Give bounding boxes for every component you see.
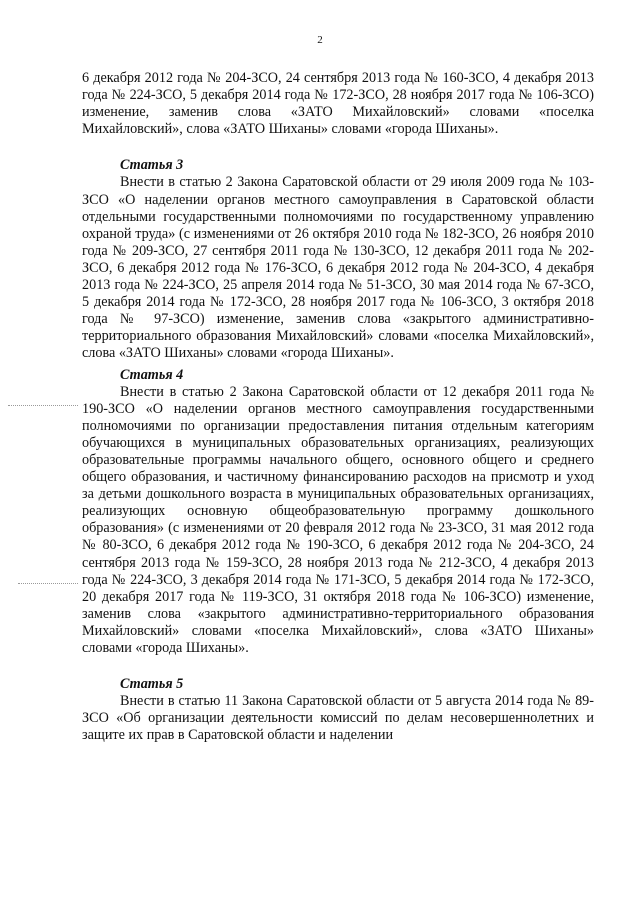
page-number: 2 — [317, 34, 323, 46]
scan-artifact-mark — [8, 405, 78, 406]
article-3 — [82, 157, 594, 362]
document-body — [82, 70, 594, 744]
scan-artifact-mark — [18, 583, 78, 584]
article-5 — [82, 676, 594, 744]
article-title: Статья 5 — [120, 676, 184, 693]
intro-paragraph: 6 декабря 2012 года № 204-ЗСО, 24 сентября 2013 года № 160-ЗСО, 4 декабря 2013 года № 224-ЗСО, 5 декабря 2014 года № 172-ЗСО, 28 ноября 2017 года № 106-ЗСО) изменение, заменив слова «ЗАТО Михайловский» словами «поселка Михайловский», слова «ЗАТО Шиханы» словами «города Шиханы». — [82, 70, 594, 138]
article-text: Внести в статью 11 Закона Саратовской области от 5 августа 2014 года № 89-ЗСО «Об организации деятельности комиссий по делам несовершеннолетних и защите их прав в Саратовской области и наделении — [82, 693, 594, 744]
article-title: Статья 3 — [120, 157, 184, 174]
article-4 — [82, 367, 594, 658]
article-text: Внести в статью 2 Закона Саратовской области от 29 июля 2009 года № 103-ЗСО «О наделении органов местного самоуправления в Саратовской области отдельными государственными полномочиями по государственному управлению охраной труда» (с изменениями от 26 октября 2010 года № 182-ЗСО, 26 ноября 2010 года № 209-ЗСО, 27 сентября 2011 года № 130-ЗСО, 12 декабря 2011 года № 202-ЗСО, 6 декабря 2012 года № 176-ЗСО, 6 декабря 2012 года № 204-ЗСО, 4 декабря 2013 года № 224-ЗСО, 25 апреля 2014 года № 51-ЗСО, 30 мая 2014 года № 67-ЗСО, 5 декабря 2014 года № 172-ЗСО, 28 ноября 2017 года № 106-ЗСО, 3 октября 2018 года № 97-ЗСО) изменение, заменив слова «закрытого административно-территориального образования Михайловский» словами «поселка Михайловский», слова «ЗАТО Шиханы» словами «города Шиханы». — [82, 174, 594, 362]
article-text: Внести в статью 2 Закона Саратовской области от 12 декабря 2011 года № 190-ЗСО «О наделении органов местного самоуправления государственными полномочиями по организации предоставления питания отдельным категориям обучающихся в муниципальных образовательных организациях, реализующих образовательные программы начального общего, основного общего и среднего общего образования, и частичному финансированию расходов на присмотр и уход за детьми дошкольного возраста в муниципальных образовательных организациях, реализующих основную общеобразовательную программу дошкольного образования» (с изменениями от 20 февраля 2012 года № 23-ЗСО, 31 мая 2012 года № 80-ЗСО, 6 декабря 2012 года № 190-ЗСО, 6 декабря 2012 года № 204-ЗСО, 24 сентября 2013 года № 159-ЗСО, 28 ноября 2013 года № 212-ЗСО, 4 декабря 2013 года № 224-ЗСО, 3 декабря 2014 года № 171-ЗСО, 5 декабря 2014 года № 172-ЗСО, 20 декабря 2017 года № 119-ЗСО, 31 октября 2018 года № 106-ЗСО) изменение, заменив слова «закрытого административно-территориального образования Михайловский» словами «поселка Михайловский», слова «ЗАТО Шиханы» словами «города Шиханы». — [82, 383, 594, 656]
article-title: Статья 4 — [120, 366, 184, 383]
